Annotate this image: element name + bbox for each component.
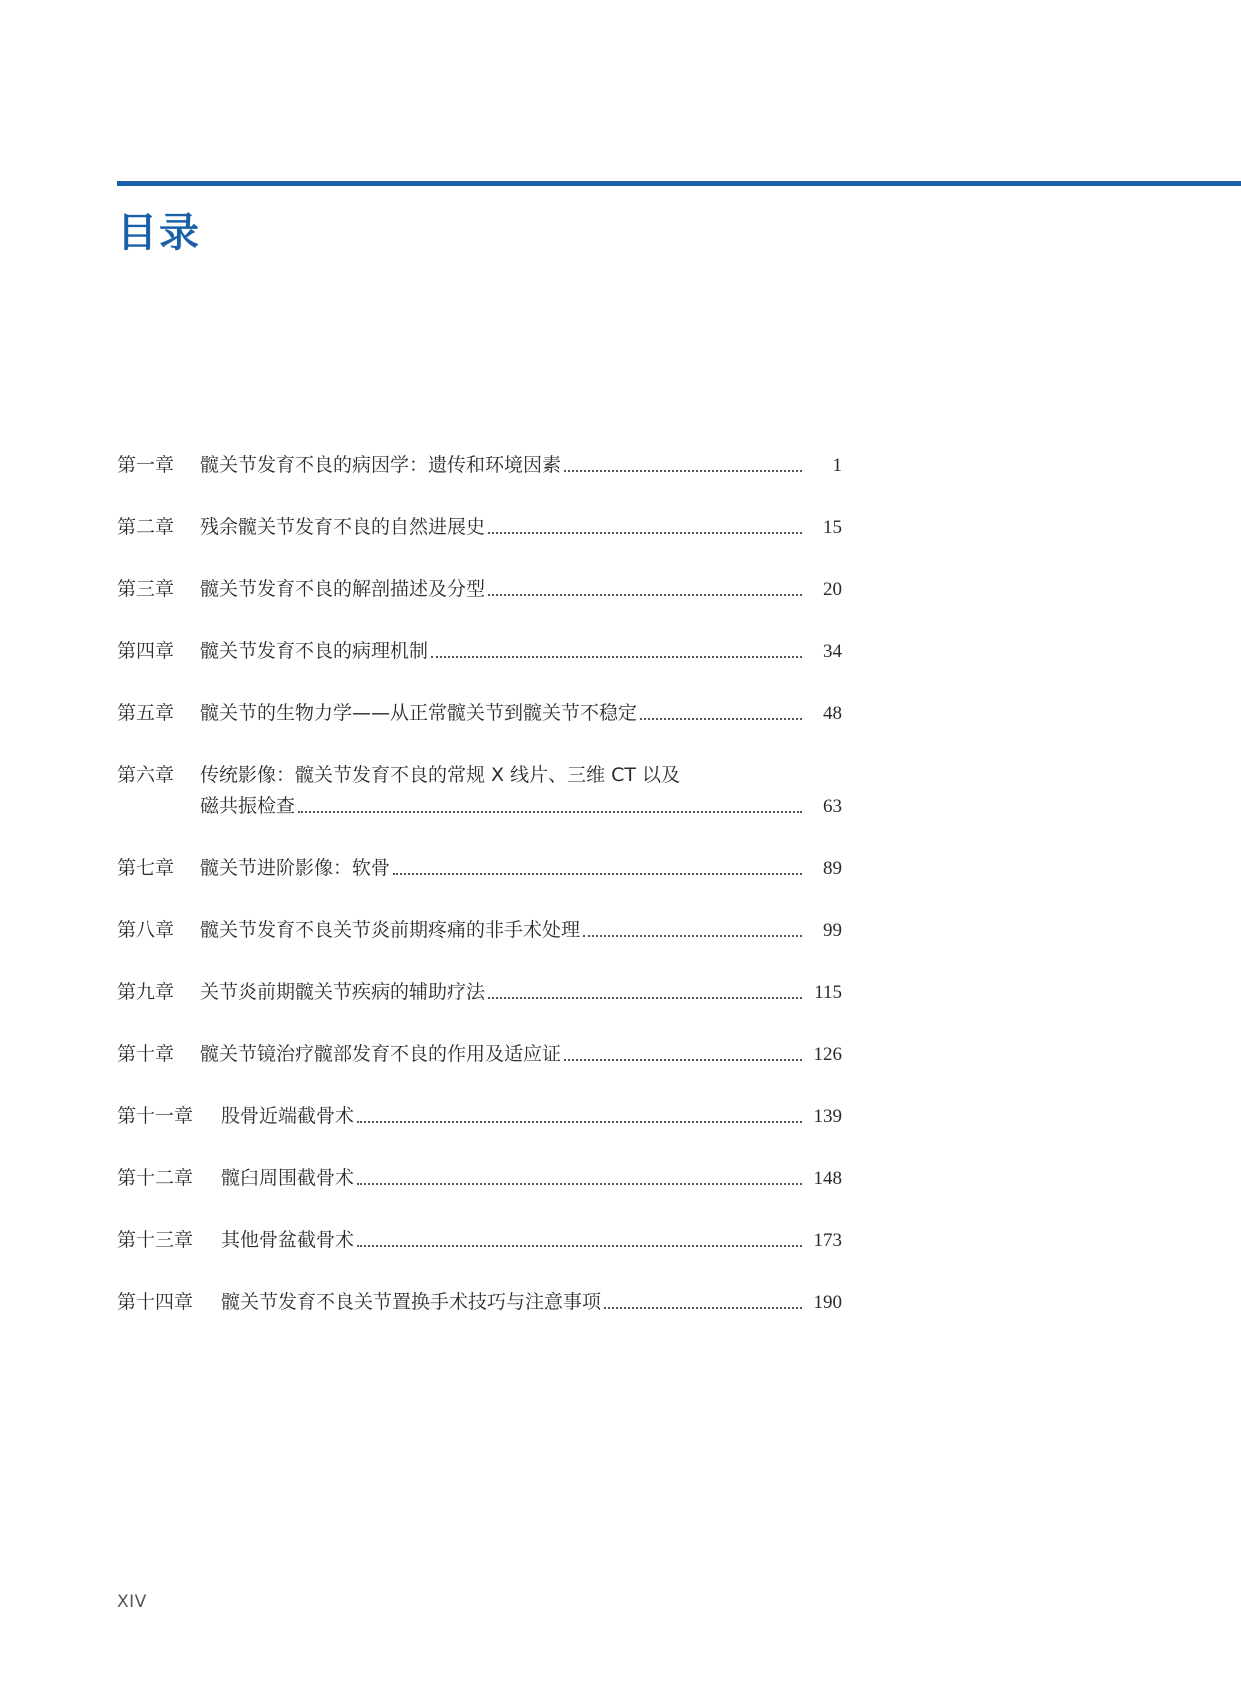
chapter-number: 第二章 [117, 516, 175, 538]
chapter-title[interactable]: 髋关节进阶影像：软骨 [200, 857, 391, 879]
toc-entry-3[interactable] [117, 576, 842, 602]
page-number: 139 [813, 1106, 842, 1127]
chapter-title[interactable]: 髋关节发育不良的解剖描述及分型 [200, 578, 486, 600]
page-number: 89 [823, 858, 842, 879]
toc-entry-1[interactable] [117, 452, 842, 478]
page-folio: XIV [117, 1592, 147, 1612]
page-number: 34 [823, 641, 842, 662]
chapter-title[interactable]: 髋关节的生物力学——从正常髋关节到髋关节不稳定 [200, 702, 638, 724]
toc-entry-7[interactable] [117, 855, 842, 881]
chapter-number: 第一章 [117, 454, 175, 476]
page-number: 126 [813, 1044, 842, 1065]
chapter-title[interactable]: 髋关节发育不良关节炎前期疼痛的非手术处理 [200, 919, 581, 941]
dot-leader [357, 1183, 802, 1185]
dot-leader [640, 718, 802, 720]
chapter-number: 第五章 [117, 702, 175, 724]
chapter-title[interactable]: 髋关节镜治疗髋部发育不良的作用及适应证 [200, 1043, 562, 1065]
chapter-number: 第十二章 [117, 1167, 194, 1189]
chapter-title-line-1[interactable]: 传统影像：髋关节发育不良的常规 X 线片、三维 CT 以及 [200, 764, 681, 786]
dot-leader [564, 470, 802, 472]
chapter-number: 第十章 [117, 1043, 175, 1065]
toc-entry-13[interactable] [117, 1227, 842, 1253]
chapter-title[interactable]: 关节炎前期髋关节疾病的辅助疗法 [200, 981, 486, 1003]
toc-entry-14[interactable] [117, 1289, 842, 1315]
chapter-title[interactable]: 髋关节发育不良关节置换手术技巧与注意事项 [221, 1291, 602, 1313]
page-number: 63 [823, 796, 842, 817]
table-of-contents [117, 452, 842, 1351]
toc-entry-5[interactable] [117, 700, 842, 726]
chapter-number: 第九章 [117, 981, 175, 1003]
page-number: 190 [813, 1292, 842, 1313]
chapter-title[interactable]: 股骨近端截骨术 [221, 1105, 355, 1127]
page-number: 15 [823, 517, 842, 538]
toc-entry-11[interactable] [117, 1103, 842, 1129]
page-number: 148 [813, 1168, 842, 1189]
chapter-number: 第六章 [117, 764, 175, 786]
toc-entry-8[interactable] [117, 917, 842, 943]
header-rule [117, 181, 1241, 186]
chapter-number: 第八章 [117, 919, 175, 941]
page-number: 99 [823, 920, 842, 941]
toc-entry-9[interactable] [117, 979, 842, 1005]
chapter-number: 第三章 [117, 578, 175, 600]
dot-leader [298, 811, 802, 813]
chapter-number: 第七章 [117, 857, 175, 879]
dot-leader [357, 1245, 802, 1247]
chapter-title[interactable]: 其他骨盆截骨术 [221, 1229, 355, 1251]
dot-leader [488, 594, 802, 596]
page-number: 48 [823, 703, 842, 724]
dot-leader [488, 997, 802, 999]
dot-leader [357, 1121, 802, 1123]
chapter-title[interactable]: 髋关节发育不良的病理机制 [200, 640, 429, 662]
page-number: 20 [823, 579, 842, 600]
chapter-number: 第十三章 [117, 1229, 194, 1251]
dot-leader [564, 1059, 802, 1061]
toc-entry-6[interactable] [117, 762, 842, 819]
dot-leader [488, 532, 802, 534]
dot-leader [431, 656, 802, 658]
chapter-title[interactable]: 残余髋关节发育不良的自然进展史 [200, 516, 486, 538]
page-number: 115 [814, 982, 842, 1003]
chapter-title-line-2[interactable]: 磁共振检查 [200, 795, 296, 817]
page-title: 目录 [117, 210, 201, 256]
dot-leader [393, 873, 802, 875]
toc-entry-4[interactable] [117, 638, 842, 664]
page-number: 1 [832, 455, 842, 476]
chapter-title[interactable]: 髋臼周围截骨术 [221, 1167, 355, 1189]
dot-leader [604, 1307, 802, 1309]
chapter-number: 第四章 [117, 640, 175, 662]
page-number: 173 [813, 1230, 842, 1251]
chapter-number: 第十四章 [117, 1291, 194, 1313]
toc-entry-2[interactable] [117, 514, 842, 540]
dot-leader [583, 935, 802, 937]
toc-entry-12[interactable] [117, 1165, 842, 1191]
chapter-number: 第十一章 [117, 1105, 194, 1127]
toc-entry-10[interactable] [117, 1041, 842, 1067]
chapter-title[interactable]: 髋关节发育不良的病因学：遗传和环境因素 [200, 454, 562, 476]
